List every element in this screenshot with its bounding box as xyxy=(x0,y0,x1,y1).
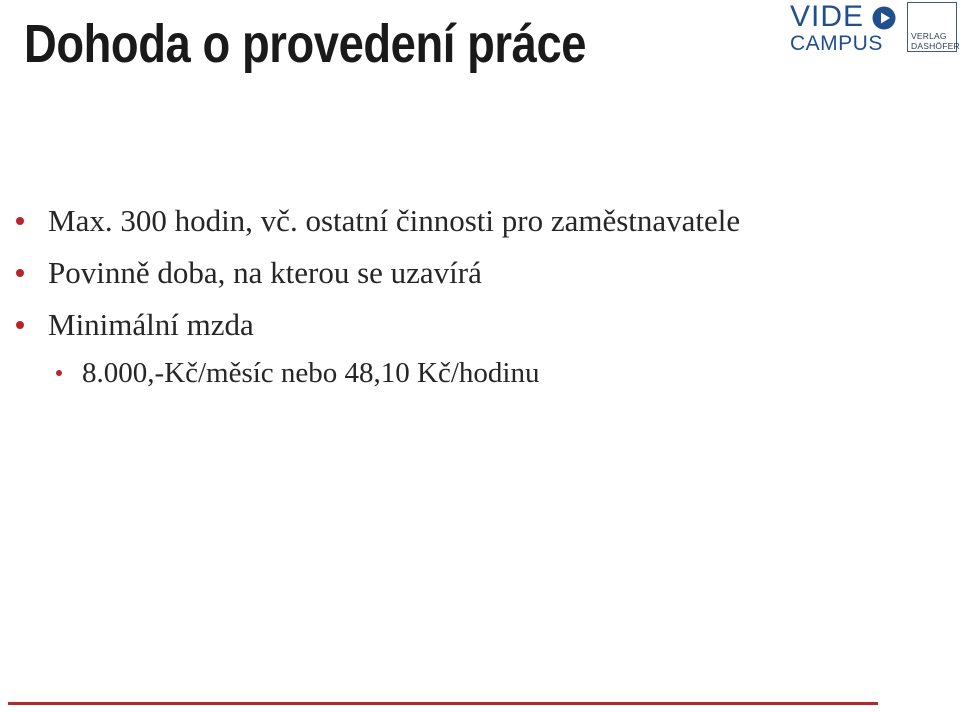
list-item-text: Max. 300 hodin, vč. ostatní činnosti pro zaměstnavatele xyxy=(48,203,741,238)
videocampus-logo xyxy=(790,0,900,56)
list-item-text: Povinně doba, na kterou se uzavírá xyxy=(48,255,482,290)
bullet-dot-icon xyxy=(16,217,24,225)
logo-verlag-text: VERLAG xyxy=(911,31,947,41)
sub-list-item-text: 8.000,-Kč/měsíc nebo 48,10 Kč/hodinu xyxy=(82,357,540,389)
bullet-dot-icon xyxy=(16,321,24,329)
verlag-dashofer-logo xyxy=(907,2,960,52)
footer-rule xyxy=(8,702,878,705)
play-icon xyxy=(872,6,896,30)
slide-title: Dohoda o provedení práce xyxy=(24,14,587,74)
bullet-dot-icon xyxy=(56,370,62,376)
logo-campus-text: CAMPUS xyxy=(790,32,883,55)
logo-video-text: VIDE xyxy=(790,0,865,33)
bullet-dot-icon xyxy=(16,269,24,277)
logo-dashofer-text: DASHÖFER xyxy=(911,41,960,51)
list-item-text: Minimální mzda xyxy=(48,307,254,342)
